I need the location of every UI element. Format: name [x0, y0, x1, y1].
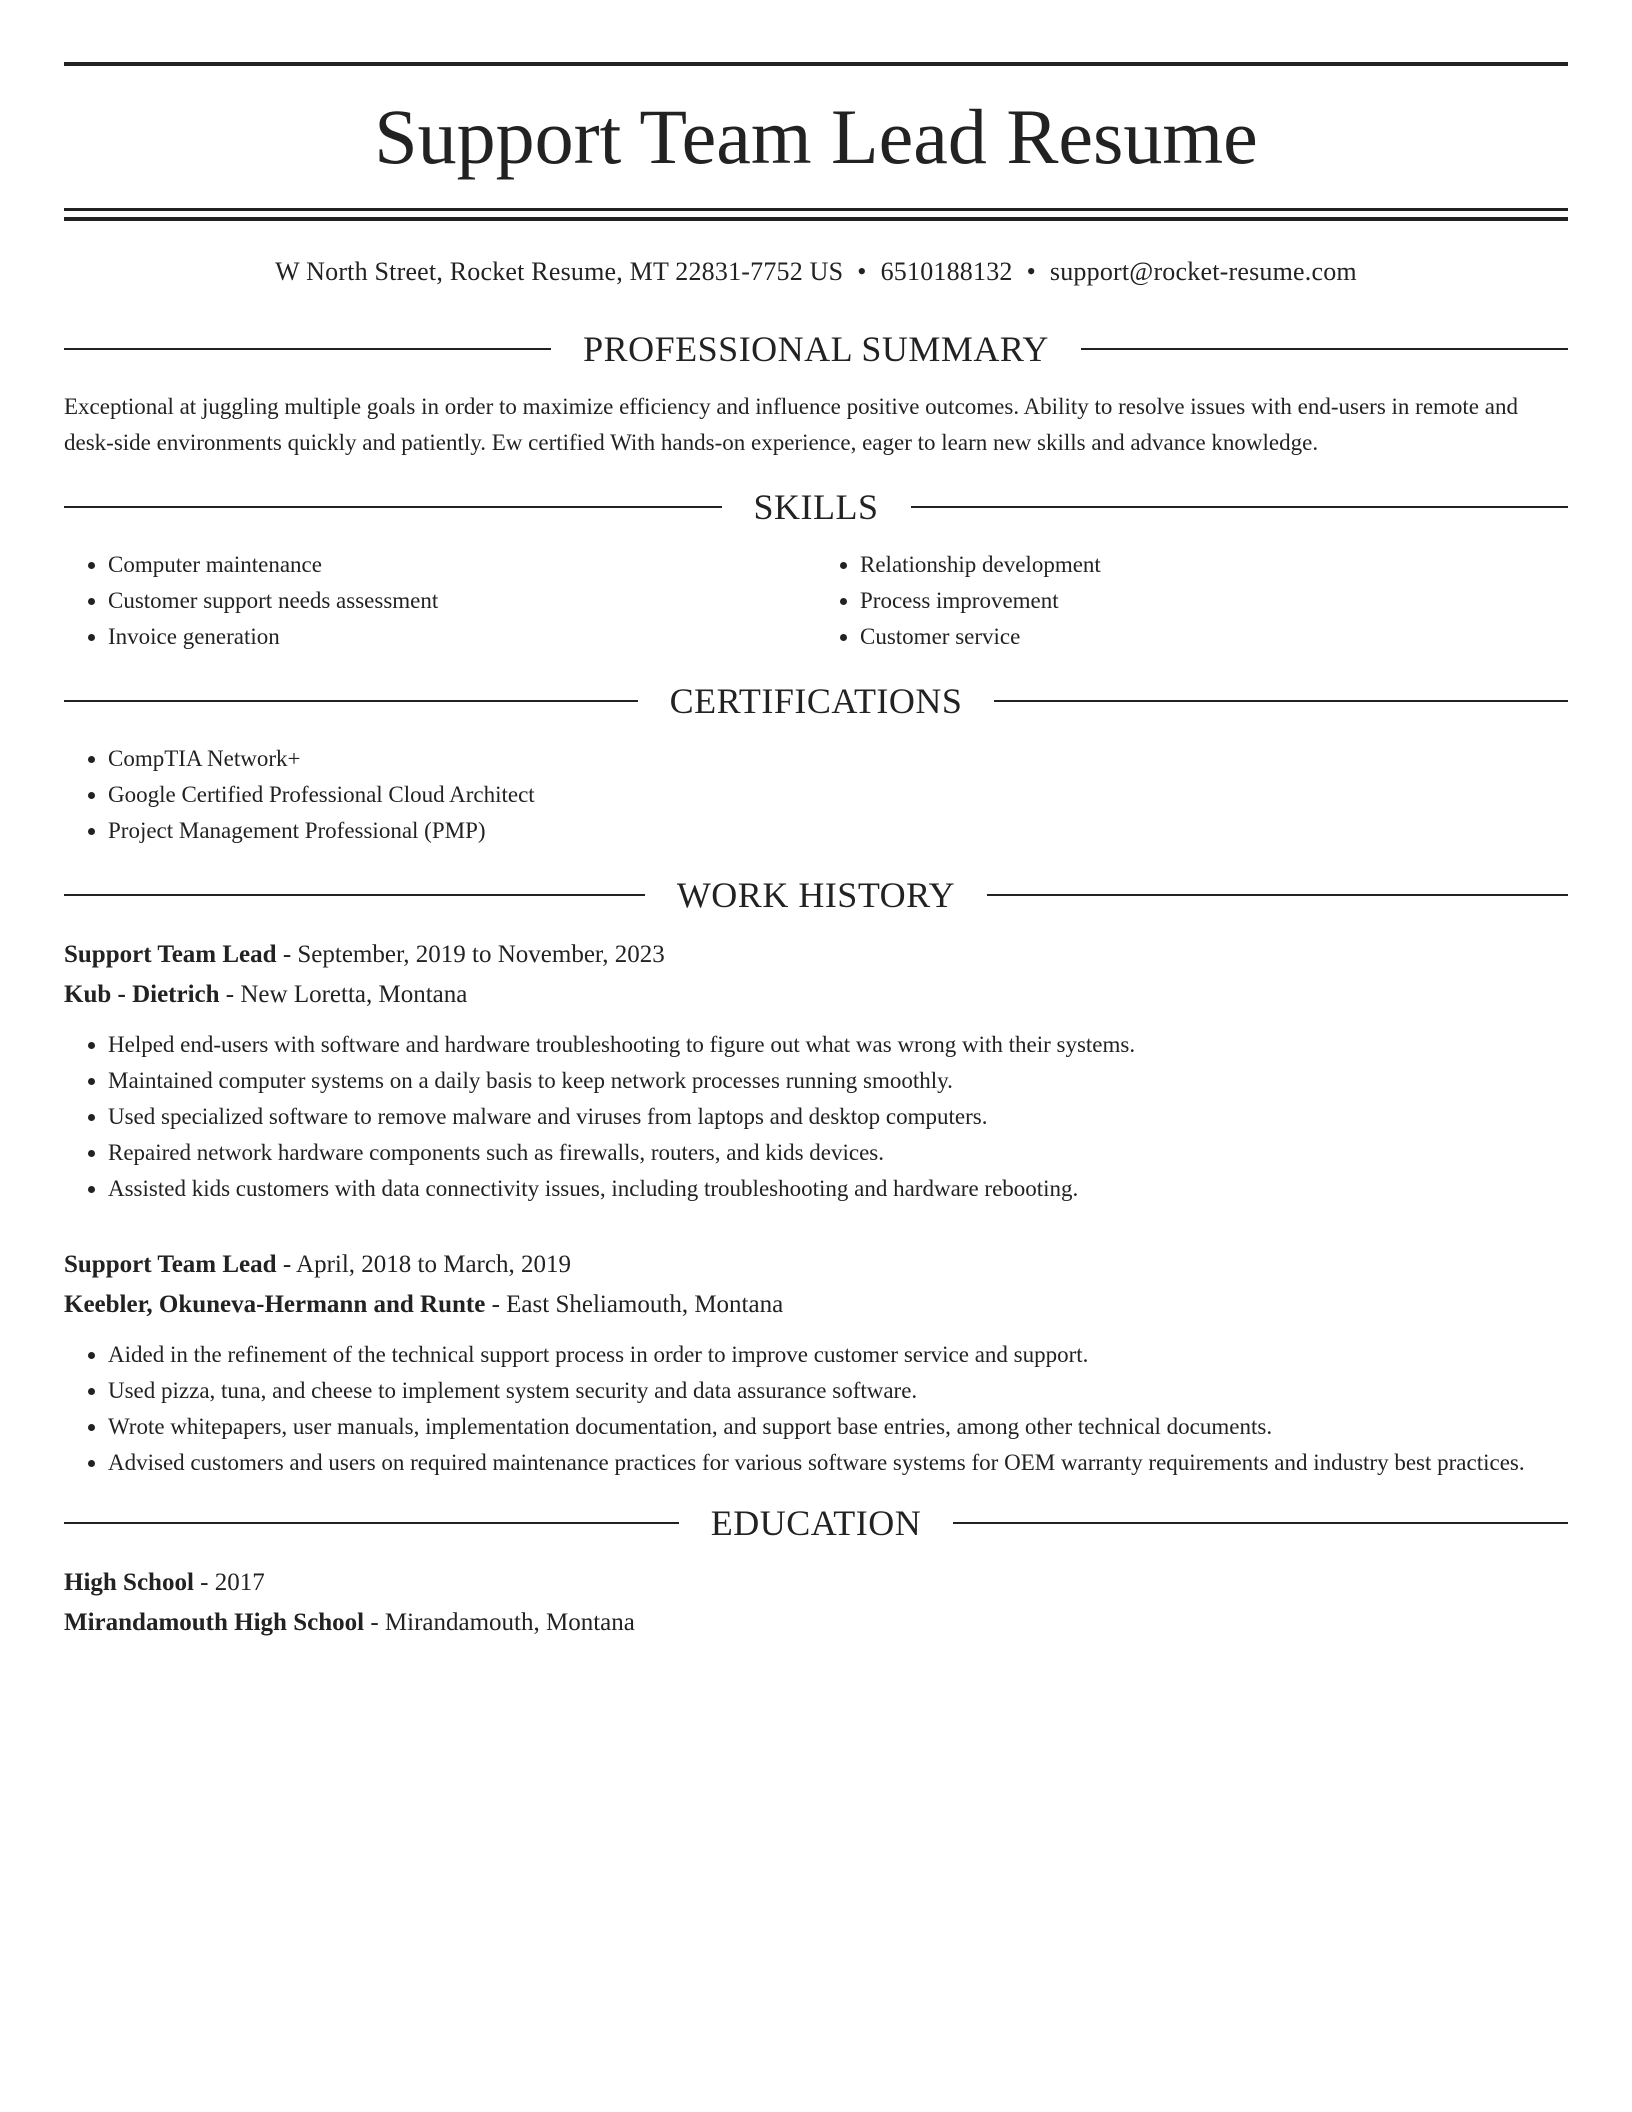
job-bullets [64, 1027, 1568, 1207]
job-title: Support Team Lead [64, 941, 277, 968]
contact-address: W North Street, Rocket Resume, MT 22831-7752 US [275, 257, 844, 286]
job-title: Support Team Lead [64, 1251, 277, 1278]
section-title: WORK HISTORY [676, 875, 956, 915]
job-bullet: • Used specialized software to remove malware and viruses from laptops and desktop computers. [108, 1099, 1568, 1135]
contact-phone: 6510188132 [880, 257, 1013, 286]
section-header-skills [64, 489, 1568, 525]
job-bullet: • Aided in the refinement of the technical support process in order to improve customer service and support. [108, 1337, 1568, 1373]
divider-line [1081, 348, 1568, 350]
contact-separator: • [1026, 257, 1036, 286]
education-school-line [64, 1603, 1568, 1643]
divider-line [994, 700, 1568, 702]
education-year: - 2017 [193, 1569, 265, 1596]
job-location: - New Loretta, Montana [219, 981, 468, 1008]
divider-line [64, 348, 551, 350]
section-header-certifications [64, 683, 1568, 719]
job-bullet: • Used pizza, tuna, and cheese to implement system security and data assurance software. [108, 1373, 1568, 1409]
job-bullet: • Wrote whitepapers, user manuals, implementation documentation, and support base entries, among other technical documents. [108, 1409, 1568, 1445]
job-dates: - September, 2019 to November, 2023 [276, 941, 665, 968]
divider-line [987, 894, 1568, 896]
skill-item: • Invoice generation [108, 619, 816, 655]
skill-item: • Computer maintenance [108, 547, 816, 583]
job-entry [64, 935, 1568, 1207]
certification-item: • Google Certified Professional Cloud Architect [108, 777, 1568, 813]
section-title: CERTIFICATIONS [669, 681, 963, 721]
resume-page [64, 0, 1568, 1643]
section-title: EDUCATION [710, 1503, 922, 1543]
job-company-line [64, 975, 1568, 1015]
job-bullet: • Advised customers and users on required maintenance practices for various software systems for OEM warranty requirements and industry best practices. [108, 1445, 1568, 1481]
education-entry [64, 1563, 1568, 1643]
skills-column-right [816, 547, 1568, 655]
section-header-education [64, 1505, 1568, 1541]
contact-separator: • [857, 257, 867, 286]
job-bullet: • Helped end-users with software and hardware troubleshooting to figure out what was wrong with their systems. [108, 1027, 1568, 1063]
job-bullets [64, 1337, 1568, 1481]
certification-item: • CompTIA Network+ [108, 741, 1568, 777]
resume-title: Support Team Lead Resume [374, 93, 1258, 180]
job-entry [64, 1245, 1568, 1481]
divider-line [64, 1522, 679, 1524]
skill-item: • Customer service [860, 619, 1568, 655]
job-company: Keebler, Okuneva-Hermann and Runte [64, 1291, 486, 1318]
divider-line [64, 894, 645, 896]
job-dates: - April, 2018 to March, 2019 [276, 1251, 571, 1278]
job-title-line [64, 1245, 1568, 1285]
divider-line [953, 1522, 1568, 1524]
job-bullet: • Repaired network hardware components such as firewalls, routers, and kids devices. [108, 1135, 1568, 1171]
job-title-line [64, 935, 1568, 975]
job-location: - East Sheliamouth, Montana [485, 1291, 784, 1318]
education-degree: High School [64, 1569, 194, 1596]
section-header-summary [64, 331, 1568, 367]
contact-email: support@rocket-resume.com [1049, 257, 1357, 286]
skill-item: • Relationship development [860, 547, 1568, 583]
education-degree-line [64, 1563, 1568, 1603]
job-company: Kub - Dietrich [64, 981, 220, 1008]
skills-list [64, 547, 1568, 655]
divider-line [64, 506, 722, 508]
contact-line [64, 257, 1568, 287]
job-bullet: • Maintained computer systems on a daily basis to keep network processes running smoothly. [108, 1063, 1568, 1099]
skill-item: • Customer support needs assessment [108, 583, 816, 619]
section-title: SKILLS [753, 487, 879, 527]
certifications-list [64, 741, 1568, 849]
summary-text: Exceptional at juggling multiple goals in order to maximize efficiency and influence positive outcomes. Ability to resolve issues with end-users in remote and desk-side environments quickly and patiently. Ew certified With hands-on experience, eager to learn new skills and advance knowledge. [64, 394, 1518, 455]
divider-line [911, 506, 1569, 508]
skill-item: • Process improvement [860, 583, 1568, 619]
skills-column-left [64, 547, 816, 655]
certification-item: • Project Management Professional (PMP) [108, 813, 1568, 849]
job-company-line [64, 1285, 1568, 1325]
section-title: PROFESSIONAL SUMMARY [583, 329, 1049, 369]
section-header-work-history [64, 877, 1568, 913]
divider-line [64, 700, 638, 702]
title-double-rule [64, 208, 1568, 221]
education-school: Mirandamouth High School [64, 1609, 365, 1636]
education-location: - Mirandamouth, Montana [364, 1609, 635, 1636]
job-bullet: • Assisted kids customers with data connectivity issues, including troubleshooting and hardware rebooting. [108, 1171, 1568, 1207]
